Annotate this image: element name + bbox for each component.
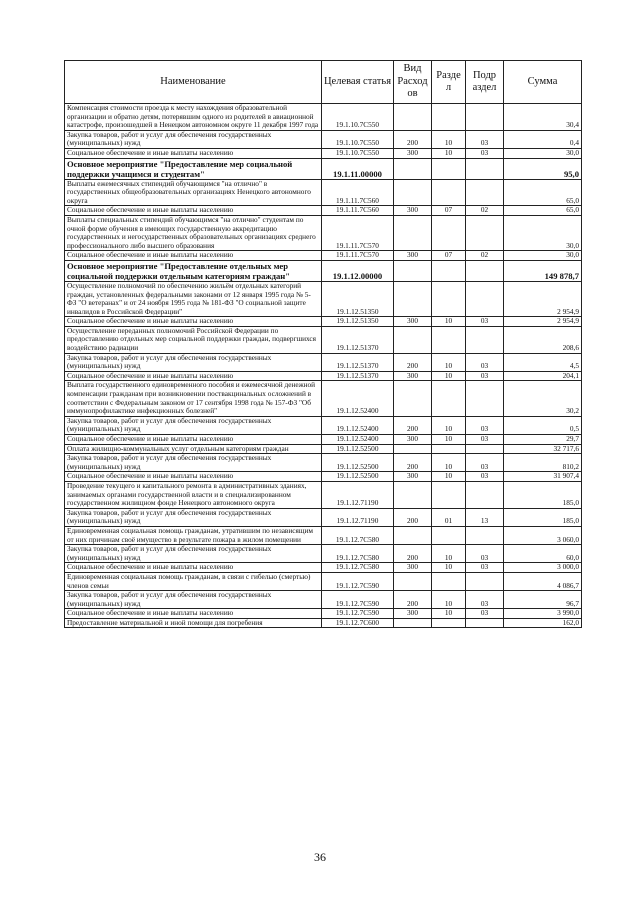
row-vid bbox=[394, 572, 432, 590]
row-name: Закупка товаров, работ и услуг для обеспечения государственных (муниципальных) нужд bbox=[65, 130, 322, 148]
row-name: Единовременная социальная помощь гражданам, в связи с гибелью (смертью) членов семьи bbox=[65, 572, 322, 590]
row-podr: 03 bbox=[466, 591, 504, 609]
row-sum: 30,0 bbox=[504, 251, 582, 261]
table-row bbox=[65, 251, 582, 261]
row-vid bbox=[394, 215, 432, 250]
row-name: Социальное обеспечение и иные выплаты населению bbox=[65, 206, 322, 216]
row-vid bbox=[394, 104, 432, 131]
table-row bbox=[65, 206, 582, 216]
row-sum: 3 000,0 bbox=[504, 563, 582, 573]
row-podr: 03 bbox=[466, 371, 504, 381]
row-razd: 10 bbox=[432, 371, 466, 381]
table-row bbox=[65, 526, 582, 544]
row-sum: 96,7 bbox=[504, 591, 582, 609]
table-row bbox=[65, 416, 582, 434]
table-row bbox=[65, 158, 582, 179]
row-code: 19.1.12.7С600 bbox=[322, 618, 394, 628]
row-podr: 02 bbox=[466, 206, 504, 216]
row-code: 19.1.12.71190 bbox=[322, 481, 394, 508]
table-row bbox=[65, 317, 582, 327]
row-vid bbox=[394, 158, 432, 179]
row-name: Выплаты ежемесячных стипендий обучающимся "на отлично" в государственных общеобразовательных организациях Ненецкого автономного округа bbox=[65, 179, 322, 206]
header-name: Наименование bbox=[65, 61, 322, 104]
row-razd bbox=[432, 526, 466, 544]
header-code: Целевая статья bbox=[322, 61, 394, 104]
row-sum: 60,0 bbox=[504, 545, 582, 563]
row-code: 19.1.10.7С550 bbox=[322, 130, 394, 148]
row-code: 19.1.12.51370 bbox=[322, 326, 394, 353]
row-name: Предоставление материальной и иной помощи для погребения bbox=[65, 618, 322, 628]
row-podr bbox=[466, 326, 504, 353]
row-vid: 300 bbox=[394, 435, 432, 445]
row-code: 19.1.12.52400 bbox=[322, 435, 394, 445]
row-code: 19.1.11.00000 bbox=[322, 158, 394, 179]
row-code: 19.1.11.7С570 bbox=[322, 251, 394, 261]
row-code: 19.1.11.7С560 bbox=[322, 179, 394, 206]
row-name: Социальное обеспечение и иные выплаты населению bbox=[65, 251, 322, 261]
row-code: 19.1.12.51350 bbox=[322, 281, 394, 316]
row-vid bbox=[394, 481, 432, 508]
row-podr: 03 bbox=[466, 563, 504, 573]
row-podr bbox=[466, 104, 504, 131]
row-podr: 03 bbox=[466, 130, 504, 148]
row-razd bbox=[432, 326, 466, 353]
row-vid: 300 bbox=[394, 563, 432, 573]
row-razd: 10 bbox=[432, 609, 466, 619]
row-podr: 03 bbox=[466, 472, 504, 482]
row-sum: 4,5 bbox=[504, 353, 582, 371]
row-vid: 200 bbox=[394, 508, 432, 526]
row-razd bbox=[432, 179, 466, 206]
table-row bbox=[65, 381, 582, 416]
row-sum: 31 907,4 bbox=[504, 472, 582, 482]
row-sum: 32 717,6 bbox=[504, 444, 582, 454]
row-podr bbox=[466, 381, 504, 416]
row-razd: 10 bbox=[432, 130, 466, 148]
row-name: Социальное обеспечение и иные выплаты населению bbox=[65, 435, 322, 445]
row-razd: 10 bbox=[432, 317, 466, 327]
row-sum: 4 086,7 bbox=[504, 572, 582, 590]
row-sum: 95,0 bbox=[504, 158, 582, 179]
row-vid bbox=[394, 618, 432, 628]
row-code: 19.1.12.71190 bbox=[322, 508, 394, 526]
row-code: 19.1.10.7С550 bbox=[322, 148, 394, 158]
row-name: Основное мероприятие "Предоставление отдельных мер социальной поддержки отдельным категориям граждан" bbox=[65, 260, 322, 281]
row-name: Основное мероприятие "Предоставление мер социальной поддержки учащимся и студентам" bbox=[65, 158, 322, 179]
row-sum: 810,2 bbox=[504, 454, 582, 472]
row-vid bbox=[394, 260, 432, 281]
row-vid: 300 bbox=[394, 251, 432, 261]
row-vid: 200 bbox=[394, 353, 432, 371]
row-razd: 07 bbox=[432, 206, 466, 216]
row-code: 19.1.11.7С560 bbox=[322, 206, 394, 216]
row-podr bbox=[466, 572, 504, 590]
header-podr: Подр аздел bbox=[466, 61, 504, 104]
table-row bbox=[65, 545, 582, 563]
row-code: 19.1.12.7С580 bbox=[322, 563, 394, 573]
row-podr bbox=[466, 215, 504, 250]
table-row bbox=[65, 618, 582, 628]
row-sum: 65,0 bbox=[504, 179, 582, 206]
row-razd: 10 bbox=[432, 563, 466, 573]
table-row bbox=[65, 281, 582, 316]
row-razd bbox=[432, 260, 466, 281]
header-sum: Сумма bbox=[504, 61, 582, 104]
table-row bbox=[65, 591, 582, 609]
row-sum: 30,4 bbox=[504, 104, 582, 131]
row-podr: 03 bbox=[466, 353, 504, 371]
row-sum: 0,4 bbox=[504, 130, 582, 148]
row-vid: 300 bbox=[394, 317, 432, 327]
header-vid: Вид Расход ов bbox=[394, 61, 432, 104]
row-razd: 10 bbox=[432, 454, 466, 472]
row-podr: 03 bbox=[466, 148, 504, 158]
table-row bbox=[65, 179, 582, 206]
row-name: Социальное обеспечение и иные выплаты населению bbox=[65, 317, 322, 327]
row-vid: 200 bbox=[394, 454, 432, 472]
row-code: 19.1.12.52400 bbox=[322, 381, 394, 416]
row-vid: 300 bbox=[394, 472, 432, 482]
row-razd bbox=[432, 281, 466, 316]
row-sum: 208,6 bbox=[504, 326, 582, 353]
row-code: 19.1.12.51370 bbox=[322, 371, 394, 381]
row-code: 19.1.11.7С570 bbox=[322, 215, 394, 250]
row-sum: 65,0 bbox=[504, 206, 582, 216]
row-razd: 10 bbox=[432, 353, 466, 371]
row-vid bbox=[394, 526, 432, 544]
row-podr bbox=[466, 260, 504, 281]
row-code: 19.1.12.00000 bbox=[322, 260, 394, 281]
table-row bbox=[65, 454, 582, 472]
table-row bbox=[65, 130, 582, 148]
table-row bbox=[65, 353, 582, 371]
table-body bbox=[65, 104, 582, 628]
row-podr bbox=[466, 444, 504, 454]
row-sum: 29,7 bbox=[504, 435, 582, 445]
row-sum: 30,0 bbox=[504, 215, 582, 250]
row-vid: 200 bbox=[394, 416, 432, 434]
row-name: Закупка товаров, работ и услуг для обеспечения государственных (муниципальных) нужд bbox=[65, 454, 322, 472]
row-podr bbox=[466, 281, 504, 316]
row-code: 19.1.10.7С550 bbox=[322, 104, 394, 131]
row-vid bbox=[394, 444, 432, 454]
row-name: Осуществление полномочий по обеспечению жильём отдельных категорий граждан, установленных федеральными законами от 12 января 1995 года № 5-ФЗ "О ветеранах" и от 24 ноября 1995 года № 181-ФЗ "О социальной защите инвалидов в Российской Федерации" bbox=[65, 281, 322, 316]
row-code: 19.1.12.7С590 bbox=[322, 572, 394, 590]
budget-table bbox=[64, 60, 582, 628]
row-podr bbox=[466, 481, 504, 508]
table-header-row bbox=[65, 61, 582, 104]
row-code: 19.1.12.52500 bbox=[322, 454, 394, 472]
row-vid bbox=[394, 179, 432, 206]
row-razd bbox=[432, 618, 466, 628]
row-name: Закупка товаров, работ и услуг для обеспечения государственных (муниципальных) нужд bbox=[65, 508, 322, 526]
table-row bbox=[65, 104, 582, 131]
row-vid: 200 bbox=[394, 130, 432, 148]
row-name: Закупка товаров, работ и услуг для обеспечения государственных (муниципальных) нужд bbox=[65, 353, 322, 371]
row-razd: 10 bbox=[432, 435, 466, 445]
row-code: 19.1.12.52400 bbox=[322, 416, 394, 434]
table-row bbox=[65, 148, 582, 158]
page-number: 36 bbox=[314, 850, 326, 864]
row-razd: 10 bbox=[432, 472, 466, 482]
row-sum: 162,0 bbox=[504, 618, 582, 628]
row-vid: 300 bbox=[394, 206, 432, 216]
row-code: 19.1.12.7С580 bbox=[322, 526, 394, 544]
row-code: 19.1.12.52500 bbox=[322, 472, 394, 482]
row-podr bbox=[466, 179, 504, 206]
table-row bbox=[65, 215, 582, 250]
row-vid bbox=[394, 326, 432, 353]
row-sum: 149 878,7 bbox=[504, 260, 582, 281]
row-vid bbox=[394, 281, 432, 316]
row-podr: 03 bbox=[466, 454, 504, 472]
row-name: Проведение текущего и капитального ремонта в административных зданиях, занимаемых органами государственной власти и в специализированном государственном жилищном фонде Ненецкого автономного округа bbox=[65, 481, 322, 508]
row-razd bbox=[432, 381, 466, 416]
row-podr: 03 bbox=[466, 317, 504, 327]
row-vid: 200 bbox=[394, 591, 432, 609]
row-sum: 185,0 bbox=[504, 508, 582, 526]
row-vid: 200 bbox=[394, 545, 432, 563]
row-sum: 0,5 bbox=[504, 416, 582, 434]
table-row bbox=[65, 572, 582, 590]
row-name: Социальное обеспечение и иные выплаты населению bbox=[65, 472, 322, 482]
row-code: 19.1.12.51370 bbox=[322, 353, 394, 371]
row-code: 19.1.12.7С590 bbox=[322, 609, 394, 619]
row-sum: 3 990,0 bbox=[504, 609, 582, 619]
row-name: Выплаты специальных стипендий обучающимся "на отлично" студентам по очной форме обучения в имеющих государственную аккредитацию государственных и негосударственных образовательных организациях среднего профессионального либо высшего образования bbox=[65, 215, 322, 250]
header-razd: Разде л bbox=[432, 61, 466, 104]
table-row bbox=[65, 609, 582, 619]
row-name: Социальное обеспечение и иные выплаты населению bbox=[65, 148, 322, 158]
row-razd bbox=[432, 572, 466, 590]
row-name: Социальное обеспечение и иные выплаты населению bbox=[65, 371, 322, 381]
table-row bbox=[65, 435, 582, 445]
row-name: Закупка товаров, работ и услуг для обеспечения государственных (муниципальных) нужд bbox=[65, 545, 322, 563]
row-razd: 10 bbox=[432, 148, 466, 158]
row-podr: 02 bbox=[466, 251, 504, 261]
row-sum: 204,1 bbox=[504, 371, 582, 381]
row-podr: 03 bbox=[466, 545, 504, 563]
row-name: Выплата государственного единовременного пособия и ежемесячной денежной компенсации гражданам при возникновении поствакцинальных осложнений в соответствии с Федеральным законом от 17 сентября 1998 года № 157-ФЗ "Об иммунопрофилактике инфекционных болезней" bbox=[65, 381, 322, 416]
row-podr bbox=[466, 158, 504, 179]
row-name: Социальное обеспечение и иные выплаты населению bbox=[65, 563, 322, 573]
row-name: Закупка товаров, работ и услуг для обеспечения государственных (муниципальных) нужд bbox=[65, 591, 322, 609]
row-sum: 3 060,0 bbox=[504, 526, 582, 544]
table-row bbox=[65, 444, 582, 454]
row-vid: 300 bbox=[394, 148, 432, 158]
row-name: Осуществление переданных полномочий Российской Федерации по предоставлению отдельных мер социальной поддержки граждан, подвергшихся воздействию радиации bbox=[65, 326, 322, 353]
row-vid: 300 bbox=[394, 371, 432, 381]
row-podr: 03 bbox=[466, 435, 504, 445]
row-name: Оплата жилищно-коммунальных услуг отдельным категориям граждан bbox=[65, 444, 322, 454]
table-row bbox=[65, 563, 582, 573]
table-row bbox=[65, 260, 582, 281]
row-razd bbox=[432, 158, 466, 179]
row-podr: 03 bbox=[466, 609, 504, 619]
row-razd: 10 bbox=[432, 591, 466, 609]
row-sum: 30,0 bbox=[504, 148, 582, 158]
row-name: Социальное обеспечение и иные выплаты населению bbox=[65, 609, 322, 619]
row-razd bbox=[432, 444, 466, 454]
table-row bbox=[65, 371, 582, 381]
row-podr bbox=[466, 618, 504, 628]
row-name: Компенсация стоимости проезда к месту нахождения образовательной организации и обратно детям, потерявшим одного из родителей в авиационной катастрофе, произошедшей в Ненецком автономном округе 11 декабря 1997 года bbox=[65, 104, 322, 131]
row-razd: 01 bbox=[432, 508, 466, 526]
row-sum: 30,2 bbox=[504, 381, 582, 416]
row-sum: 185,0 bbox=[504, 481, 582, 508]
row-podr bbox=[466, 526, 504, 544]
row-razd: 10 bbox=[432, 416, 466, 434]
row-name: Единовременная социальная помощь гражданам, утратившим по независящим от них причинам своё имущество в результате пожара в жилом помещении bbox=[65, 526, 322, 544]
table-row bbox=[65, 472, 582, 482]
row-razd bbox=[432, 215, 466, 250]
table-row bbox=[65, 326, 582, 353]
row-sum: 2 954,9 bbox=[504, 281, 582, 316]
row-vid: 300 bbox=[394, 609, 432, 619]
row-sum: 2 954,9 bbox=[504, 317, 582, 327]
row-razd bbox=[432, 481, 466, 508]
row-vid bbox=[394, 381, 432, 416]
row-podr: 13 bbox=[466, 508, 504, 526]
row-code: 19.1.12.52500 bbox=[322, 444, 394, 454]
row-razd: 07 bbox=[432, 251, 466, 261]
row-code: 19.1.12.7С580 bbox=[322, 545, 394, 563]
table-row bbox=[65, 508, 582, 526]
row-podr: 03 bbox=[466, 416, 504, 434]
row-razd: 10 bbox=[432, 545, 466, 563]
row-code: 19.1.12.51350 bbox=[322, 317, 394, 327]
table-row bbox=[65, 481, 582, 508]
row-code: 19.1.12.7С590 bbox=[322, 591, 394, 609]
row-razd bbox=[432, 104, 466, 131]
row-name: Закупка товаров, работ и услуг для обеспечения государственных (муниципальных) нужд bbox=[65, 416, 322, 434]
